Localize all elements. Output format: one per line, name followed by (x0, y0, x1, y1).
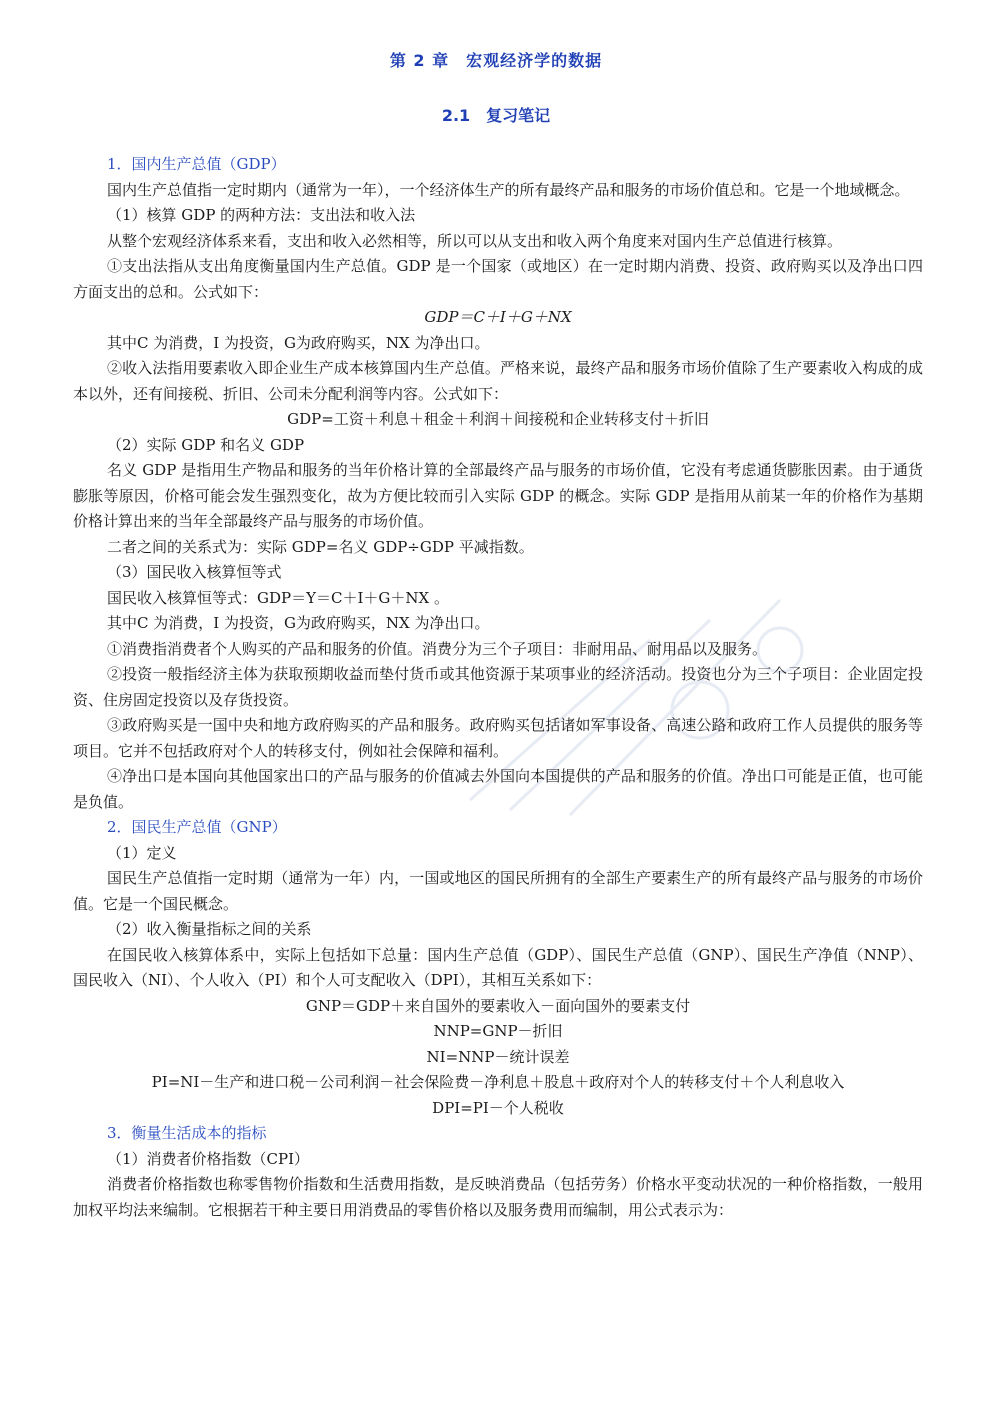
identity-note: 其中C 为消费，I 为投资，G为政府购买，NX 为净出口。 (107, 614, 490, 632)
investment-text: ②投资一般指经济主体为获取预期收益而垫付货币或其他资源于某项事业的经济活动。投资也分为三个子项目：企业固定投资、住房固定投资以及存货投资。 (73, 665, 923, 709)
chapter-title: 第 2 章 宏观经济学的数据 (389, 51, 603, 70)
expenditure-method: ①支出法指从支出角度衡量国内生产总值。GDP 是一个国家（或地区）在一定时期内消费、投资、政府购买以及净出口四方面支出的总和。公式如下： (73, 257, 923, 301)
cost-of-living-heading: 3．衡量生活成本的指标 (107, 1124, 267, 1142)
gnp-definition: 国民生产总值指一定时期（通常为一年）内，一国或地区的国民所拥有的全部生产要素生产的所有最终产品与服务的市场价值。它是一个国民概念。 (73, 869, 923, 913)
identity-subheading: （3）国民收入核算恒等式 (107, 563, 282, 581)
nnp-formula: NNP=GNP－折旧 (433, 1022, 563, 1040)
income-method: ②收入法指用要素收入即企业生产成本核算国内生产总值。严格来说，最终产品和服务市场价值除了生产要素收入构成的成本以外，还有间接税、折旧、公司未分配利润等内容。公式如下： (73, 359, 923, 403)
gdp-expenditure-formula: GDP＝C＋I＋G＋NX (424, 308, 572, 326)
consumption-text: ①消费指消费者个人购买的产品和服务的价值。消费分为三个子项目：非耐用品、耐用品以及服务。 (107, 639, 768, 658)
cpi-definition: 消费者价格指数也称零售物价指数和生活费用指数，是反映消费品（包括劳务）价格水平变动状况的一种价格指数，一般用加权平均法来编制。它根据若干种主要日用消费品的零售价格以及服务费用而编制，用公式表示为： (73, 1175, 923, 1219)
gdp-methods-subheading: （1）核算 GDP 的两种方法：支出法和收入法 (107, 206, 416, 224)
government-purchase-text: ③政府购买是一国中央和地方政府购买的产品和服务。政府购买包括诸如军事设备、高速公路和政府工作人员提供的服务等项目。它并不包括政府对个人的转移支付，例如社会保障和福利。 (73, 716, 923, 760)
ni-formula: NI=NNP－统计误差 (426, 1047, 570, 1066)
pi-formula: PI=NI－生产和进口税－公司利润－社会保险费－净利息＋股息＋政府对个人的转移支付＋个人利息收入 (151, 1073, 845, 1091)
gnp-formula: GNP＝GDP＋来自国外的要素收入－面向国外的要素支付 (305, 996, 691, 1015)
dpi-formula: DPI=PI－个人税收 (432, 1098, 564, 1117)
gnp-heading: 2．国民生产总值（GNP） (107, 818, 287, 836)
income-relations-subheading: （2）收入衡量指标之间的关系 (107, 920, 312, 938)
formula-note: 其中C 为消费，I 为投资，G为政府购买，NX 为净出口。 (107, 333, 490, 352)
cpi-subheading: （1）消费者价格指数（CPI） (107, 1149, 310, 1168)
gdp-definition: 国内生产总值指一定时期内（通常为一年），一个经济体生产的所有最终产品和服务的市场价值总和。它是一个地域概念。 (107, 180, 910, 199)
real-nominal-subheading: （2）实际 GDP 和名义 GDP (107, 435, 305, 454)
gnp-definition-subheading: （1）定义 (107, 843, 177, 862)
gdp-heading: 1．国内生产总值（GDP） (107, 155, 286, 173)
income-relations-intro: 在国民收入核算体系中，实际上包括如下总量：国内生产总值（GDP）、国民生产总值（GNP）、国民生产净值（NNP）、国民收入（NI）、个人收入（PI）和个人可支配收入（DPI），其相互关系如下： (73, 945, 923, 989)
identity-formula: 国民收入核算恒等式：GDP＝Y＝C＋I＋G＋NX 。 (107, 588, 449, 607)
real-nominal-relation: 二者之间的关系式为：实际 GDP=名义 GDP÷GDP 平减指数。 (107, 537, 534, 556)
section-title: 2.1 复习笔记 (441, 106, 551, 125)
document-body (73, 152, 923, 1223)
net-export-text: ④净出口是本国向其他国家出口的产品与服务的价值减去外国向本国提供的产品和服务的价值。净出口可能是正值，也可能是负值。 (73, 767, 923, 811)
gdp-income-formula: GDP=工资＋利息＋租金＋利润＋间接税和企业转移支付＋折旧 (287, 410, 709, 428)
expenditure-income-equal: 从整个宏观经济体系来看，支出和收入必然相等，所以可以从支出和收入两个角度来对国内生产总值进行核算。 (107, 231, 843, 250)
real-nominal-text: 名义 GDP 是指用生产物品和服务的当年价格计算的全部最终产品与服务的市场价值，它没有考虑通货膨胀因素。由于通货膨胀等原因，价格可能会发生强烈变化，故为方便比较而引入实际 GDP 的概念。实际 GDP 是指用从前某一年的价格作为基期价格计算出来的当年全部最终产品与服务的市场价值。 (73, 461, 923, 530)
